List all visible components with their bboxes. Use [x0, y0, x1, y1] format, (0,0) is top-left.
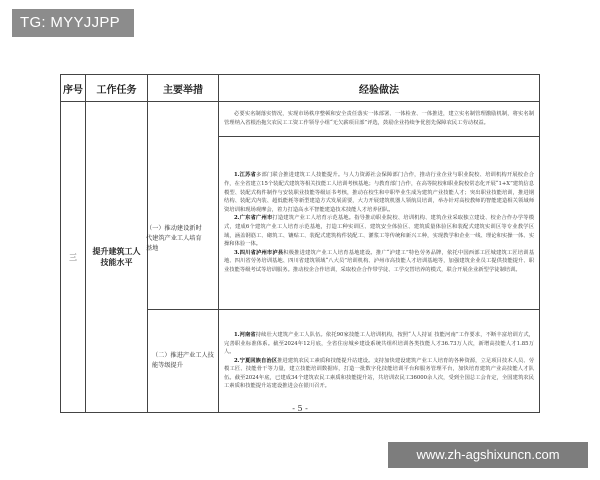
watermark-bottom: www.zh-agshixuncn.com — [388, 442, 588, 468]
measure-2: （二）推进产业工人技能等级提升 — [148, 310, 219, 413]
experience-table — [60, 74, 540, 413]
exp2-body: 打造建筑产业工人培育示范基地。指导推动职业院校、培训机构、建筑企业采取独立建设、校企合作办学等模式，建成6个建筑产业工人培育示范基地，打造工种实训区、建筑安全体验区、建筑质量体验区和装配式建筑实训区等专业教学区域，涵盖钢筋工、砌筑工、镶贴工、装配式建筑构件装配工、灌浆工等传统和新兴工种，实现教学和企业一线、理论和实操一体、实操和体验一体。 — [224, 215, 534, 248]
measure-1: （一）推动建设新时代建筑产业工人培育基地 — [146, 225, 202, 252]
page-number: - 5 - — [292, 404, 308, 413]
exp2-title: 2.广东省广州市 — [234, 215, 273, 222]
exp5-title: 2.宁夏回族自治区 — [234, 357, 278, 364]
experience-group-1 — [219, 137, 540, 310]
exp3-title: 3.四川省泸州市泸县 — [234, 249, 284, 256]
table-row — [61, 102, 540, 137]
document-page — [60, 74, 540, 402]
exp4-body: 持续壮大建筑产业工人队伍。依托90家技能工人培训机构，按照“人人持证 技能河南”工作要求，不断丰富培训方式，完善职业标准体系。截至2024年12月底，全省住房城乡建设系统共组织培训各类技能人才36.73万人次，新增高技能人才1.85万人。 — [224, 331, 535, 356]
measure-empty — [148, 102, 219, 310]
experience-top-text: 必要实名制落实情况，实现市场秩序整顿和安全责任落实一体部署、一体检查、一体推进，建立实名制管理激励机制，将实名制管理纳入省根治拖欠农民工工资工作领导小组“无欠薪项目部”评选，鼓励企业持续争优创先保障农民工劳动权益。 — [224, 111, 534, 126]
exp4-title: 1.河南省 — [234, 331, 256, 338]
table-header-row — [61, 75, 540, 102]
row-number: 三 — [61, 102, 86, 413]
watermark-top: TG: MYYJJPP — [12, 9, 134, 37]
header-task: 工作任务 — [86, 75, 148, 102]
experience-top — [219, 102, 540, 137]
row-task: 提升建筑工人技能水平 — [86, 102, 148, 413]
header-experience: 经验做法 — [219, 75, 540, 102]
exp1-body: 多部门联合推进建筑工人技能提升。与人力资源社会保障部门合作，推动行业企业与职业院校、培训机构开展校企合作，在全省建立15个装配式建筑等相关技能工人培训考核基地；与教育部门合作，在高等院校和职业院校常态化开展“1+X”建筑信息模型、装配式构件制作与安装职业技能等级证书考核，推动在校生和中职毕业生成为建筑产业技能人才；突出职业技能培训，推进钢结构、装配式内装、超低能耗等新型建造方式发展需要，大力开展建筑机器人领航员培训，举办针对高校教师的智能建造相关领域师资培训和现场观摩会，着力打造高水平智能建造技术技能人才培养团队。 — [224, 172, 534, 213]
header-no: 序号 — [61, 75, 86, 102]
exp3-body: 积极推进建筑产业工人培育基地建设。推广“泸建工”特色劳务品牌，依托中国西部工匠城建筑工匠培训基地、四川省劳务培训基地、四川省建筑领域“八大员”培训机构、泸州市高技能人才培训基地等，加强建筑企业员工提供技能提升、职业技能等级考试等培训服务。推动校企合作培训，采取校企合作带学徒、工学交替培养的模式，联合开展企业新型学徒制培训。 — [224, 249, 534, 273]
exp5-body: 推进建筑农民工素质和技能提升站建设。支持加快建设建筑产业工人培育的各种资源，立足项目技术人员、劳模工匠、技能骨干等力量，建立技能培训数据库，打造一批数字化技能培训平台和服务管理平台，加快培育建筑产业高技能人才队伍。截至2024年底，已建成34个建筑农民工素质和技能提升站，共培训农民工36000余人次，受到全国总工会肯定，全国建筑农民工素质和技能提升站建设推进会在银川召开。 — [224, 357, 535, 390]
header-measures: 主要举措 — [148, 75, 219, 102]
exp1-title: 1.江苏省 — [234, 172, 257, 179]
experience-group-2 — [219, 310, 540, 413]
